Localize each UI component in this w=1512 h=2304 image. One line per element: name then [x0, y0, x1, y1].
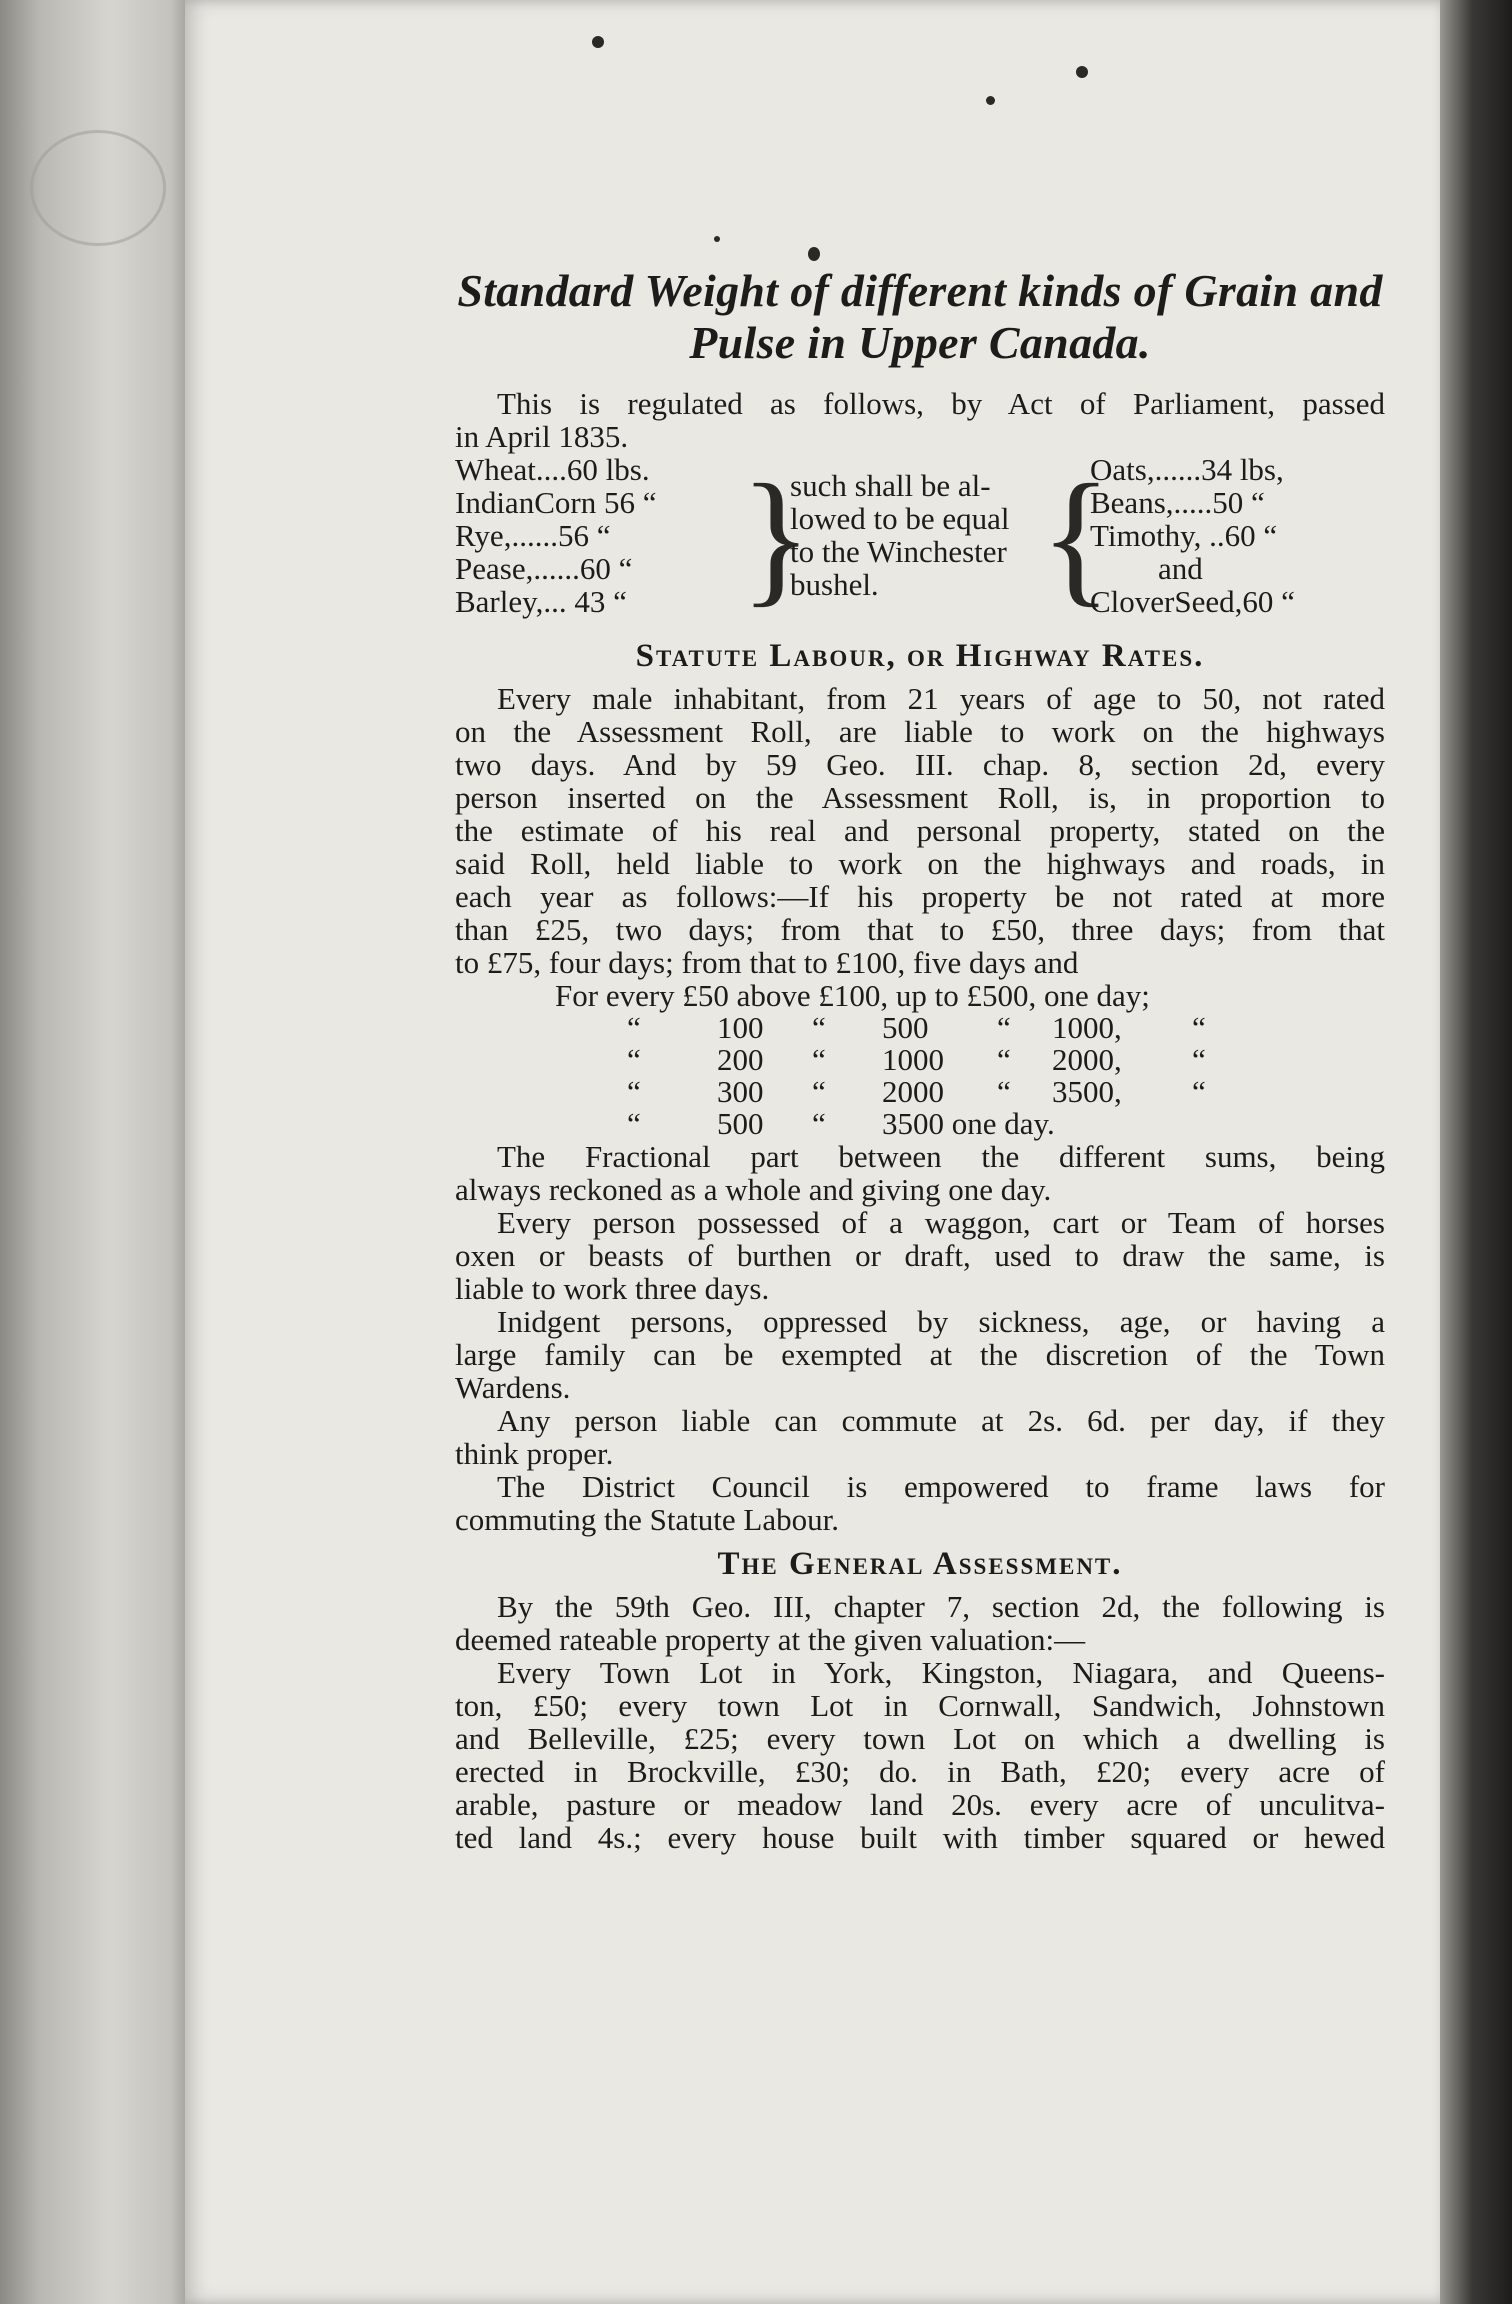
- right-brace-symbol: }: [740, 454, 812, 620]
- rate-value: 3500 one day.: [882, 1106, 1055, 1141]
- grain-entry: Rye,......56 “: [455, 518, 611, 553]
- rate-table: [627, 1012, 1206, 1140]
- assessment-paragraph-1: [455, 1590, 1385, 1656]
- text-line: person inserted on the Assessment Roll, is, in proportion to: [455, 780, 1385, 815]
- grain-entry: Pease,......60 “: [455, 551, 633, 586]
- grain-middle-column: [790, 469, 1010, 601]
- grain-entry: Timothy, ..60 “: [1090, 518, 1278, 553]
- grain-entry: Wheat....60 lbs.: [455, 452, 650, 487]
- text-line: in April 1835.: [455, 419, 629, 454]
- rate-value: 100: [717, 1010, 764, 1045]
- rate-row: [627, 1012, 1206, 1044]
- grain-weight-table: [455, 453, 1385, 628]
- text-line: Any person liable can commute at 2s. 6d. per day, if they: [497, 1403, 1385, 1438]
- text-line: two days. And by 59 Geo. III. chap. 8, section 2d, every: [455, 747, 1385, 782]
- text-line: each year as follows:—If his property be not rated at more: [455, 879, 1385, 914]
- text-line: Every male inhabitant, from 21 years of age to 50, not rated: [497, 681, 1385, 716]
- text-line: The District Council is empowered to frame laws for: [497, 1469, 1385, 1504]
- grain-entry: and: [1158, 551, 1203, 586]
- rate-value: 2000,: [1052, 1042, 1122, 1077]
- intro-paragraph: [455, 387, 1385, 453]
- text-line: arable, pasture or meadow land 20s. every acre of unculitva-: [455, 1787, 1385, 1822]
- page-content: [455, 265, 1385, 1854]
- rate-value: 3500,: [1052, 1074, 1122, 1109]
- text-line: Every Town Lot in York, Kingston, Niagara, and Queens-: [497, 1655, 1385, 1690]
- text-line: The Fractional part between the different sums, being: [497, 1139, 1385, 1174]
- rate-value: 200: [717, 1042, 764, 1077]
- text-line: ton, £50; every town Lot in Cornwall, Sandwich, Johnstown: [455, 1688, 1385, 1723]
- text-line: Inidgent persons, oppressed by sickness, age, or having a: [497, 1304, 1385, 1339]
- text-line: erected in Brockville, £30; do. in Bath, £20; every acre of: [455, 1754, 1385, 1789]
- text-line: Every person possessed of a waggon, cart or Team of horses: [497, 1205, 1385, 1240]
- page-edge-shadow: [1440, 0, 1512, 2304]
- statute-paragraph-3: [455, 1206, 1385, 1305]
- text-line: commuting the Statute Labour.: [455, 1502, 839, 1537]
- text-line: liable to work three days.: [455, 1271, 770, 1306]
- rate-row: [627, 1076, 1206, 1108]
- text-line: and Belleville, £25; every town Lot on which a dwelling is: [455, 1721, 1385, 1756]
- title-line: Pulse in Upper Canada.: [689, 317, 1151, 368]
- ditto-mark: “: [627, 1042, 641, 1077]
- assessment-paragraph-2: [455, 1656, 1385, 1854]
- ditto-mark: “: [1192, 1010, 1206, 1045]
- section-heading: The General Assessment.: [717, 1546, 1123, 1582]
- ink-speck: [986, 96, 995, 105]
- grain-entry: Oats,......34 lbs,: [1090, 452, 1284, 487]
- rate-value: 1000: [882, 1042, 944, 1077]
- ink-speck: [592, 36, 604, 48]
- ditto-mark: “: [997, 1074, 1011, 1109]
- grain-entry: CloverSeed,60 “: [1090, 584, 1295, 619]
- ditto-mark: “: [627, 1106, 641, 1141]
- text-line: than £25, two days; from that to £50, three days; from that: [455, 912, 1385, 947]
- ditto-mark: “: [812, 1010, 826, 1045]
- grain-left-column: [455, 453, 656, 618]
- statute-paragraph-4: [455, 1305, 1385, 1404]
- grain-note: bushel.: [790, 567, 879, 602]
- text-line: on the Assessment Roll, are liable to work on the highways: [455, 714, 1385, 749]
- grain-entry: Beans,.....50 “: [1090, 485, 1265, 520]
- text-line: By the 59th Geo. III, chapter 7, section 2d, the following is: [497, 1589, 1385, 1624]
- grain-right-column: [1090, 453, 1295, 618]
- ink-speck: [714, 236, 720, 242]
- ditto-mark: “: [1192, 1074, 1206, 1109]
- text-line: said Roll, held liable to work on the highways and roads, in: [455, 846, 1385, 881]
- grain-entry: IndianCorn 56 “: [455, 485, 657, 520]
- ditto-mark: “: [812, 1074, 826, 1109]
- ditto-mark: “: [812, 1106, 826, 1141]
- rate-value: 500: [717, 1106, 764, 1141]
- ditto-mark: “: [1192, 1042, 1206, 1077]
- title-line: Standard Weight of different kinds of Grain and: [457, 265, 1383, 316]
- statute-paragraph-6: [455, 1470, 1385, 1536]
- page-title: [455, 265, 1385, 369]
- text-line: to £75, four days; from that to £100, five days and: [455, 945, 1079, 980]
- statute-paragraph-5: [455, 1404, 1385, 1470]
- section-heading: Statute Labour, or Highway Rates.: [635, 638, 1205, 674]
- text-line: think proper.: [455, 1436, 614, 1471]
- ditto-mark: “: [627, 1010, 641, 1045]
- rate-value: 2000: [882, 1074, 944, 1109]
- rate-value: 500: [882, 1010, 929, 1045]
- rate-row: [627, 1044, 1206, 1076]
- rate-intro-line: For every £50 above £100, up to £500, one day;: [555, 978, 1150, 1013]
- ditto-mark: “: [997, 1010, 1011, 1045]
- ditto-mark: “: [812, 1042, 826, 1077]
- ink-speck: [808, 247, 820, 261]
- rate-value: 300: [717, 1074, 764, 1109]
- text-line: large family can be exempted at the discretion of the Town: [455, 1337, 1385, 1372]
- text-line: Wardens.: [455, 1370, 571, 1405]
- stain-mark: [30, 130, 166, 246]
- rate-value: 1000,: [1052, 1010, 1122, 1045]
- grain-note: lowed to be equal: [790, 501, 1010, 536]
- text-line: the estimate of his real and personal property, stated on the: [455, 813, 1385, 848]
- text-line: deemed rateable property at the given valuation:—: [455, 1622, 1086, 1657]
- grain-note: such shall be al-: [790, 468, 991, 503]
- grain-entry: Barley,... 43 “: [455, 584, 627, 619]
- text-line: This is regulated as follows, by Act of Parliament, passed: [497, 386, 1385, 421]
- rate-row: [627, 1108, 1206, 1140]
- text-line: ted land 4s.; every house built with timber squared or hewed: [455, 1820, 1385, 1855]
- text-line: always reckoned as a whole and giving one day.: [455, 1172, 1052, 1207]
- left-brace-symbol: {: [1040, 454, 1112, 620]
- book-spine: [0, 0, 200, 2304]
- statute-paragraph-2: [455, 1140, 1385, 1206]
- text-line: oxen or beasts of burthen or draft, used to draw the same, is: [455, 1238, 1385, 1273]
- ditto-mark: “: [997, 1042, 1011, 1077]
- grain-note: to the Winchester: [790, 534, 1007, 569]
- statute-paragraph-1: [455, 682, 1385, 979]
- ink-speck: [1076, 66, 1088, 78]
- ditto-mark: “: [627, 1074, 641, 1109]
